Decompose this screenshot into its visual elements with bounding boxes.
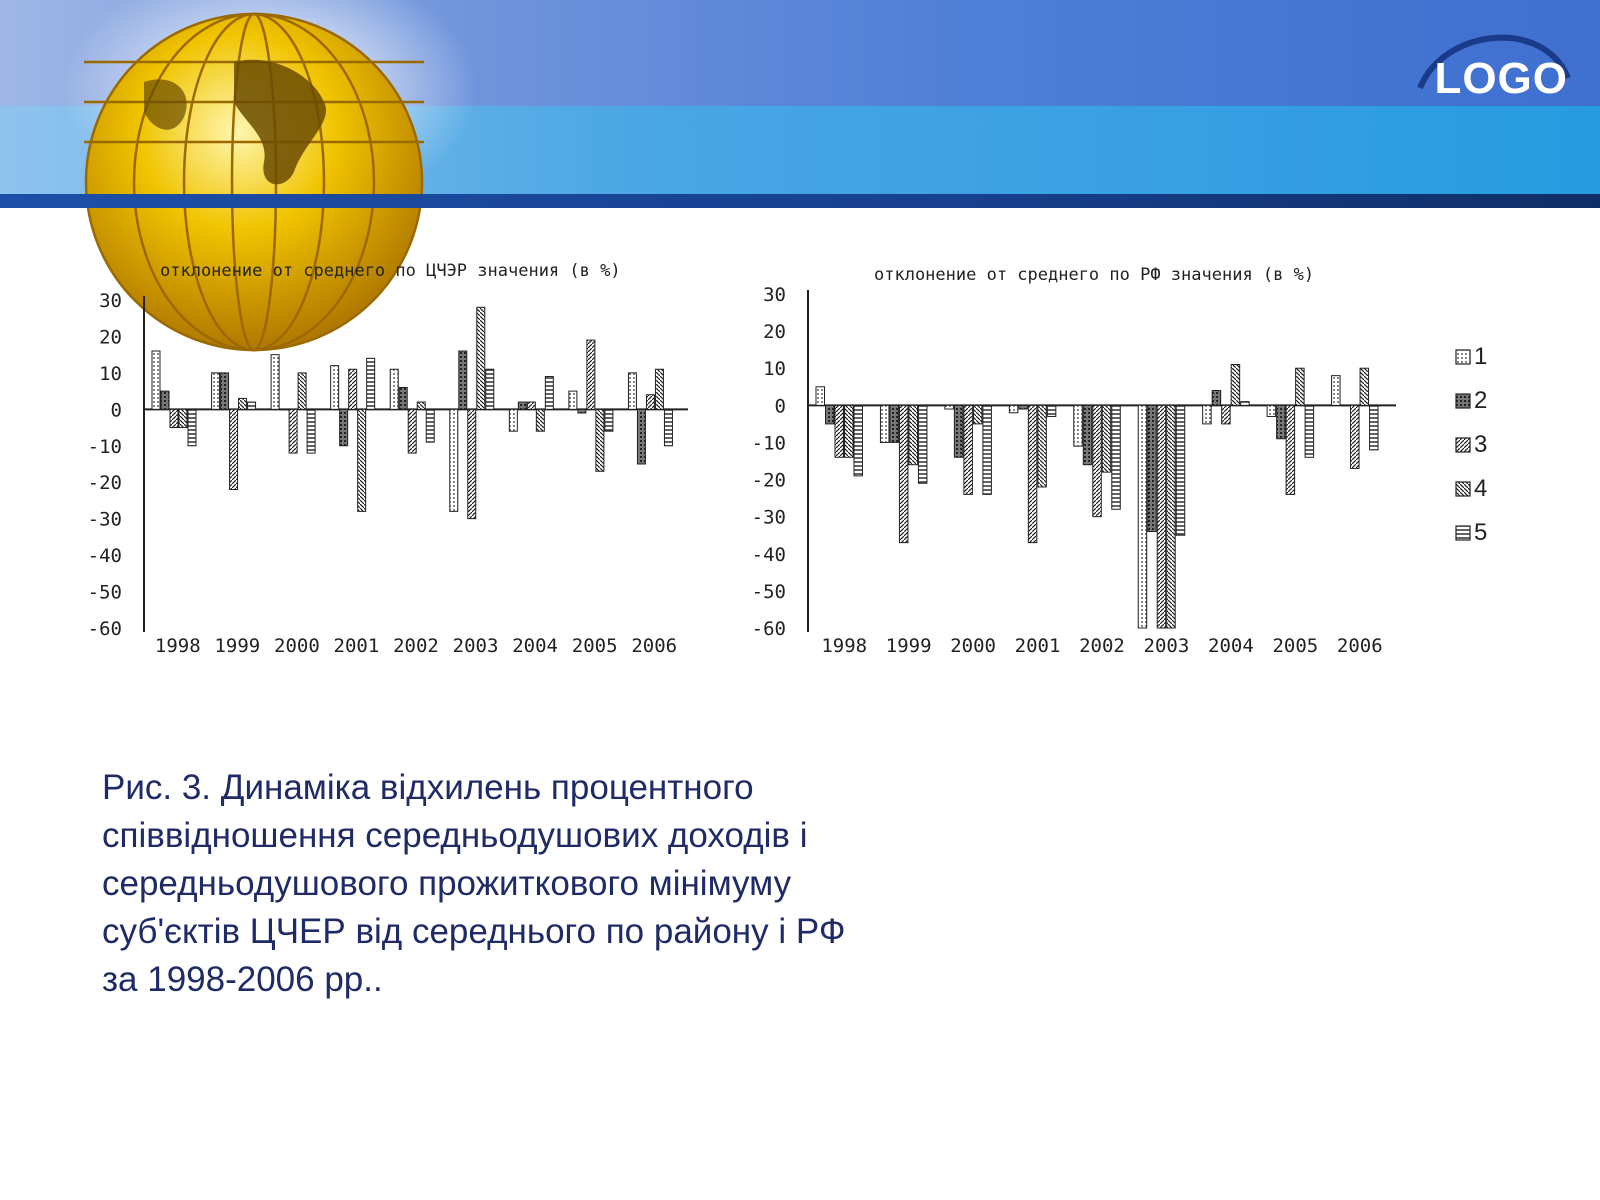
- bar-1999-series-1: [212, 373, 220, 409]
- bar-2004-series-1: [1203, 405, 1212, 424]
- bar-1999-series-3: [899, 405, 908, 542]
- bar-2006-series-3: [646, 395, 654, 410]
- bar-1999-series-5: [918, 405, 927, 483]
- slide-header: [0, 0, 1600, 208]
- bar-1999-series-5: [248, 402, 256, 409]
- bar-1999-series-4: [239, 398, 247, 409]
- y-tick-label: -60: [751, 618, 786, 640]
- bar-1998-series-1: [816, 387, 825, 406]
- y-tick-label: -30: [751, 506, 786, 529]
- globe-icon: [84, 22, 444, 194]
- bar-2005-series-4: [1296, 368, 1305, 405]
- bar-2002-series-4: [417, 402, 425, 409]
- x-tick-label: 2001: [333, 635, 380, 657]
- legend-swatch-3: [1456, 438, 1470, 452]
- bar-2000-series-5: [983, 405, 992, 494]
- y-tick-label: -30: [87, 508, 122, 531]
- bar-2006-series-1: [1332, 376, 1341, 406]
- bar-1999-series-4: [909, 405, 918, 464]
- bar-2005-series-1: [1267, 405, 1276, 416]
- bar-2003-series-4: [1167, 405, 1176, 628]
- figure-caption: Рис. 3. Динаміка відхилень процентного співвідношення середньодушових доходів і середньодушового прожиткового мінімуму суб'єктів ЦЧЕР від середнього по району і РФ за 1998-2006 рр..: [102, 768, 846, 999]
- bar-1998-series-5: [188, 409, 196, 445]
- x-tick-label: 2003: [1143, 635, 1190, 657]
- x-tick-label: 2006: [1336, 635, 1383, 657]
- bar-2001-series-3: [1028, 405, 1037, 542]
- y-tick-label: -50: [751, 580, 786, 603]
- y-tick-label: 0: [774, 395, 786, 418]
- bar-2003-series-1: [1138, 405, 1147, 628]
- chart-czer-deviation: [84, 248, 734, 678]
- y-tick-label: 20: [763, 321, 786, 344]
- y-tick-label: 0: [110, 399, 122, 422]
- x-tick-label: 1999: [885, 635, 932, 657]
- legend-swatch-2: [1456, 394, 1470, 408]
- bar-2000-series-1: [945, 405, 954, 409]
- bar-2005-series-4: [596, 409, 604, 471]
- header-stripe: [0, 194, 1600, 208]
- bar-2005-series-2: [1277, 405, 1286, 438]
- legend-label-2: 2: [1474, 387, 1488, 414]
- bar-2002-series-5: [1112, 405, 1121, 509]
- chart-title: отклонение от среднего по ЦЧЭР значения (в %): [160, 261, 621, 281]
- y-tick-label: -40: [751, 543, 786, 566]
- bar-2004-series-5: [545, 377, 553, 410]
- bar-2006-series-5: [1370, 405, 1379, 450]
- bar-2002-series-3: [1093, 405, 1102, 516]
- bar-2001-series-3: [349, 369, 357, 409]
- bar-2006-series-1: [628, 373, 636, 409]
- bar-2000-series-2: [280, 409, 288, 410]
- bar-2003-series-1: [450, 409, 458, 511]
- bar-1999-series-2: [221, 373, 229, 409]
- y-tick-label: 30: [99, 290, 122, 312]
- x-tick-label: 2000: [950, 635, 996, 657]
- bar-2003-series-3: [1157, 405, 1166, 628]
- bar-2004-series-2: [1212, 390, 1221, 405]
- bar-2003-series-2: [1148, 405, 1157, 531]
- y-tick-label: -10: [751, 432, 786, 455]
- bar-2002-series-3: [408, 409, 416, 453]
- bar-2006-series-2: [637, 409, 645, 464]
- bar-2005-series-5: [1305, 405, 1314, 457]
- bar-1999-series-3: [230, 409, 238, 489]
- bar-2006-series-4: [1360, 368, 1369, 405]
- bar-1999-series-2: [890, 405, 899, 442]
- chart-title: отклонение от среднего по РФ значения (в %): [874, 265, 1315, 285]
- x-tick-label: 2006: [631, 635, 678, 657]
- bar-2005-series-2: [578, 409, 586, 413]
- x-tick-label: 2005: [571, 635, 618, 657]
- y-tick-label: 10: [99, 362, 122, 385]
- bar-2004-series-4: [536, 409, 544, 431]
- y-tick-label: -40: [87, 545, 122, 568]
- bar-2004-series-3: [1222, 405, 1231, 424]
- legend-label-1: 1: [1474, 343, 1488, 370]
- bar-2006-series-2: [1341, 405, 1350, 406]
- x-tick-label: 2004: [512, 635, 558, 657]
- bar-1998-series-3: [170, 409, 178, 427]
- bar-1998-series-2: [161, 391, 169, 409]
- bar-1998-series-5: [854, 405, 863, 476]
- bar-2004-series-3: [527, 402, 535, 409]
- legend-swatch-4: [1456, 482, 1470, 496]
- bar-1998-series-2: [826, 405, 835, 424]
- bar-2005-series-5: [605, 409, 613, 431]
- bar-1998-series-3: [835, 405, 844, 457]
- x-tick-label: 2002: [393, 635, 439, 657]
- bar-2003-series-2: [459, 351, 467, 409]
- bar-2001-series-4: [1038, 405, 1047, 487]
- bar-2001-series-4: [358, 409, 366, 511]
- legend-label-5: 5: [1474, 519, 1488, 546]
- y-tick-label: -20: [87, 472, 122, 495]
- x-tick-label: 1998: [821, 635, 868, 657]
- bar-1998-series-1: [152, 351, 160, 409]
- bar-2006-series-3: [1351, 405, 1360, 468]
- bar-2004-series-1: [509, 409, 517, 431]
- chart-rf-deviation: [751, 252, 1556, 682]
- x-tick-label: 2000: [274, 635, 320, 657]
- bar-2005-series-3: [1286, 405, 1295, 494]
- bar-2001-series-5: [1047, 405, 1056, 416]
- legend-swatch-5: [1456, 526, 1470, 540]
- y-tick-label: 10: [763, 358, 786, 381]
- bar-2005-series-1: [569, 391, 577, 409]
- bar-2000-series-3: [289, 409, 297, 453]
- y-tick-label: -20: [751, 469, 786, 492]
- bar-1998-series-4: [179, 409, 187, 427]
- bar-2002-series-2: [399, 387, 407, 409]
- x-tick-label: 1998: [154, 635, 201, 657]
- bar-2001-series-2: [340, 409, 348, 445]
- legend-swatch-1: [1456, 350, 1470, 364]
- bar-2000-series-4: [298, 373, 306, 409]
- bar-2002-series-5: [426, 409, 434, 442]
- bar-2003-series-4: [477, 307, 485, 409]
- bar-2004-series-5: [1241, 402, 1250, 406]
- y-tick-label: -50: [87, 581, 122, 604]
- y-tick-label: 20: [99, 326, 122, 349]
- bar-1999-series-1: [880, 405, 889, 442]
- bar-2006-series-5: [664, 409, 672, 445]
- bar-2002-series-1: [1074, 405, 1083, 446]
- legend-label-3: 3: [1474, 431, 1488, 458]
- bar-2004-series-4: [1231, 365, 1240, 406]
- bar-2000-series-3: [964, 405, 973, 494]
- bar-2006-series-4: [655, 369, 663, 409]
- y-tick-label: 30: [763, 284, 786, 306]
- bar-2002-series-4: [1102, 405, 1111, 472]
- bar-2001-series-1: [331, 366, 339, 410]
- bar-2001-series-5: [367, 358, 375, 409]
- x-tick-label: 2004: [1208, 635, 1254, 657]
- legend-label-4: 4: [1474, 475, 1488, 502]
- x-tick-label: 1999: [214, 635, 261, 657]
- x-tick-label: 2002: [1079, 635, 1125, 657]
- bar-2005-series-3: [587, 340, 595, 409]
- chart-rf-svg: [751, 252, 1556, 682]
- bar-2004-series-2: [518, 402, 526, 409]
- bar-2000-series-2: [954, 405, 963, 457]
- bar-2002-series-2: [1083, 405, 1092, 464]
- x-tick-label: 2001: [1014, 635, 1061, 657]
- logo-text: LOGO: [1434, 54, 1568, 103]
- x-tick-label: 2003: [452, 635, 499, 657]
- bar-2003-series-5: [486, 369, 494, 409]
- bar-2000-series-5: [307, 409, 315, 453]
- x-tick-label: 2005: [1272, 635, 1319, 657]
- bar-1998-series-4: [845, 405, 854, 457]
- chart-czer-svg: [84, 248, 734, 678]
- bar-2002-series-1: [390, 369, 398, 409]
- bar-2000-series-1: [271, 355, 279, 410]
- bar-2001-series-2: [1019, 405, 1028, 409]
- y-tick-label: -10: [87, 435, 122, 458]
- bar-2003-series-5: [1176, 405, 1185, 535]
- bar-2003-series-3: [468, 409, 476, 518]
- bar-2000-series-4: [973, 405, 982, 424]
- y-tick-label: -60: [87, 618, 122, 640]
- bar-2001-series-1: [1009, 405, 1018, 412]
